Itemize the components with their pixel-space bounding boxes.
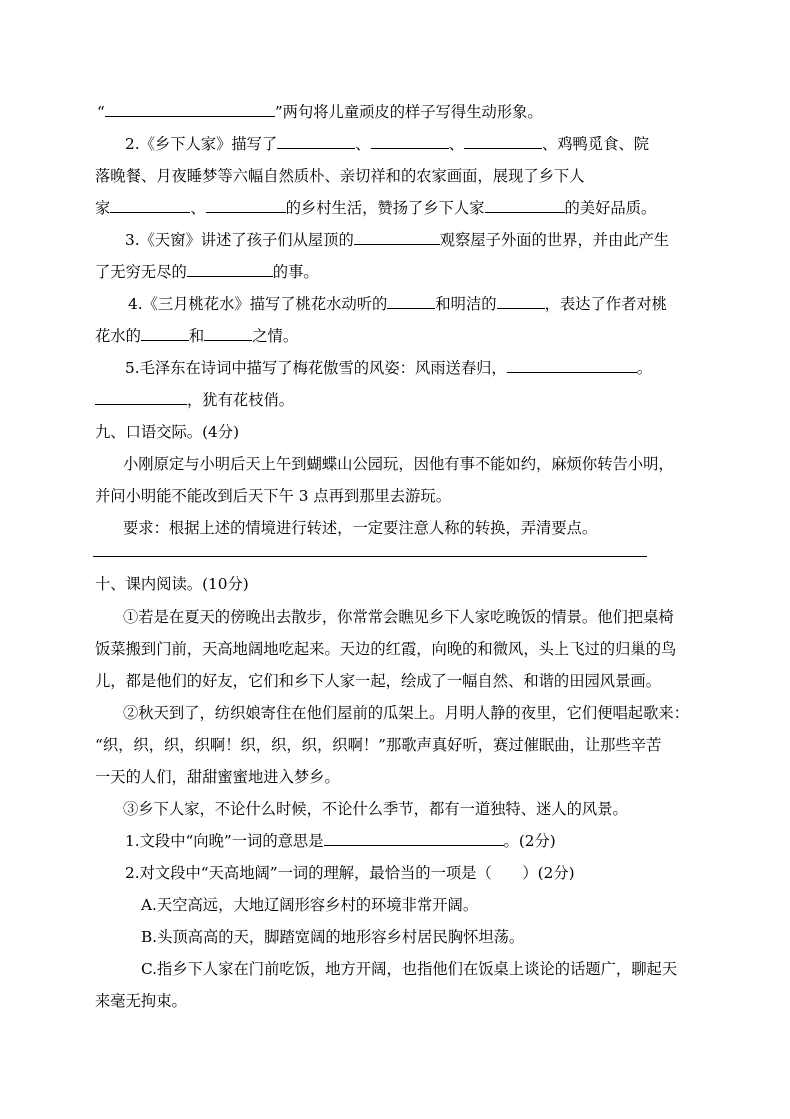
q3-line-2 xyxy=(95,261,319,283)
q3-text: 了无穷无尽的 xyxy=(95,263,187,281)
separator: 、 xyxy=(448,135,464,153)
passage-para-2-line-1: ②秋天到了，纺织娘寄住在他们屋前的瓜架上。月明人静的夜里，它们便唱起歌来： xyxy=(123,704,689,722)
s8-text: ”两句将儿童顽皮的样子写得生动形象。 xyxy=(274,103,543,121)
answer-blank xyxy=(464,133,542,149)
answer-blank xyxy=(206,197,286,213)
s9-paragraph-line-1: 小刚原定与小明后天上午到蝴蝶山公园玩，因他有事不能如约，麻烦你转告小明， xyxy=(123,455,674,473)
answer-blank xyxy=(277,133,355,149)
q4-line-1 xyxy=(128,293,667,315)
passage-para-2-line-3: 一天的人们，甜甜蜜蜜地进入梦乡。 xyxy=(95,768,340,786)
q4-line-2 xyxy=(95,325,298,347)
passage-para-1-line-2: 饭菜搬到门前，天高地阔地吃起来。天边的红霞，向晚的和微风，头上飞过的归巢的鸟 xyxy=(95,640,677,658)
option-c-line-2: 来毫无拘束。 xyxy=(95,992,187,1010)
answer-blank xyxy=(371,133,449,149)
q2-text: 、鸡鸭觅食、院 xyxy=(541,135,649,153)
open-quote: “ xyxy=(97,103,105,121)
separator: 、 xyxy=(190,199,206,217)
q5-line-1 xyxy=(125,357,652,379)
q5-text: 。 xyxy=(636,359,653,377)
q4-text: ，表达了作者对桃 xyxy=(544,295,667,313)
q2-line-2 xyxy=(95,165,585,187)
passage-para-1-line-3: 儿，都是他们的好友，它们和乡下人家一起，绘成了一幅自然、和谐的田园风景画。 xyxy=(95,672,661,690)
answer-blank xyxy=(204,325,252,341)
option-c-line-1: C.指乡下人家在门前吃饭，地方开阔，也指他们在饭桌上谈论的话题广，聊起天 xyxy=(141,960,678,978)
answer-blank xyxy=(105,101,275,117)
q1-text: 1.文段中“向晚”一词的意思是 xyxy=(125,832,324,850)
q3-text: 观察屋子外面的世界，并由此产生 xyxy=(439,231,670,249)
answer-blank xyxy=(110,197,190,213)
s8-line-1 xyxy=(97,101,543,123)
answer-blank xyxy=(507,357,637,373)
q2-line-3 xyxy=(95,197,656,219)
answer-blank xyxy=(95,389,187,405)
answer-blank xyxy=(387,293,435,309)
q3-text: 3.《天窗》讲述了孩子们从屋顶的 xyxy=(125,231,354,249)
separator: 、 xyxy=(355,135,371,153)
reading-q1 xyxy=(125,830,556,852)
q2-text: 的美好品质。 xyxy=(564,199,657,217)
q2-text: 的乡村生活，赞扬了乡下人家 xyxy=(285,199,485,217)
section-9-title: 九、口语交际。(4分) xyxy=(95,423,240,441)
option-b: B.头顶高高的天，脚踏宽阔的地形容乡村居民胸怀坦荡。 xyxy=(141,928,525,946)
q2-text: 落晚餐、月夜睡梦等六幅自然质朴、亲切祥和的农家画面，展现了乡下人 xyxy=(95,167,585,185)
passage-para-3: ③乡下人家，不论什么时候，不论什么季节，都有一道独特、迷人的风景。 xyxy=(123,800,628,818)
q4-text: 和明洁的 xyxy=(435,295,497,313)
q3-line-1 xyxy=(125,229,669,251)
q2-text: 家 xyxy=(95,199,111,217)
q4-text: 花水的 xyxy=(95,327,141,345)
answer-blank xyxy=(354,229,440,245)
q1-score: 。(2分) xyxy=(503,832,556,850)
answer-blank xyxy=(324,830,504,846)
q5-text: ，犹有花枝俏。 xyxy=(187,391,295,409)
q2-text: 2.《乡下人家》描写了 xyxy=(125,135,278,153)
section-10-title: 十、课内阅读。(10分) xyxy=(95,575,249,593)
q3-text: 的事。 xyxy=(272,263,319,281)
answer-line xyxy=(93,556,647,557)
reading-q2: 2.对文段中“天高地阔”一词的理解，最恰当的一项是（ ）(2分) xyxy=(125,864,575,882)
s9-requirement: 要求：根据上述的情境进行转述，一定要注意人称的转换，弄清要点。 xyxy=(123,519,598,537)
q4-text: 和 xyxy=(188,327,205,345)
passage-para-1-line-1: ①若是在夏天的傍晚出去散步，你常常会瞧见乡下人家吃晚饭的情景。他们把桌椅 xyxy=(123,608,674,626)
s9-paragraph-line-2: 并问小明能不能改到后天下午 3 点再到那里去游玩。 xyxy=(95,487,451,505)
q5-text: 5.毛泽东在诗词中描写了梅花傲雪的风姿：风雨送春归， xyxy=(125,359,507,377)
passage-para-2-line-2: “织，织，织，织啊！织，织，织，织啊！”那歌声真好听，赛过催眠曲，让那些辛苦 xyxy=(95,736,662,754)
q5-line-2 xyxy=(95,389,294,411)
answer-blank xyxy=(141,325,189,341)
answer-blank xyxy=(187,261,273,277)
answer-blank xyxy=(497,293,545,309)
q2-line-1 xyxy=(125,133,649,155)
option-a: A.天空高远，大地辽阔形容乡村的环境非常开阔。 xyxy=(141,896,479,914)
answer-blank xyxy=(485,197,565,213)
q4-text: 之情。 xyxy=(252,327,299,345)
q4-text: 4.《三月桃花水》描写了桃花水动听的 xyxy=(128,295,388,313)
